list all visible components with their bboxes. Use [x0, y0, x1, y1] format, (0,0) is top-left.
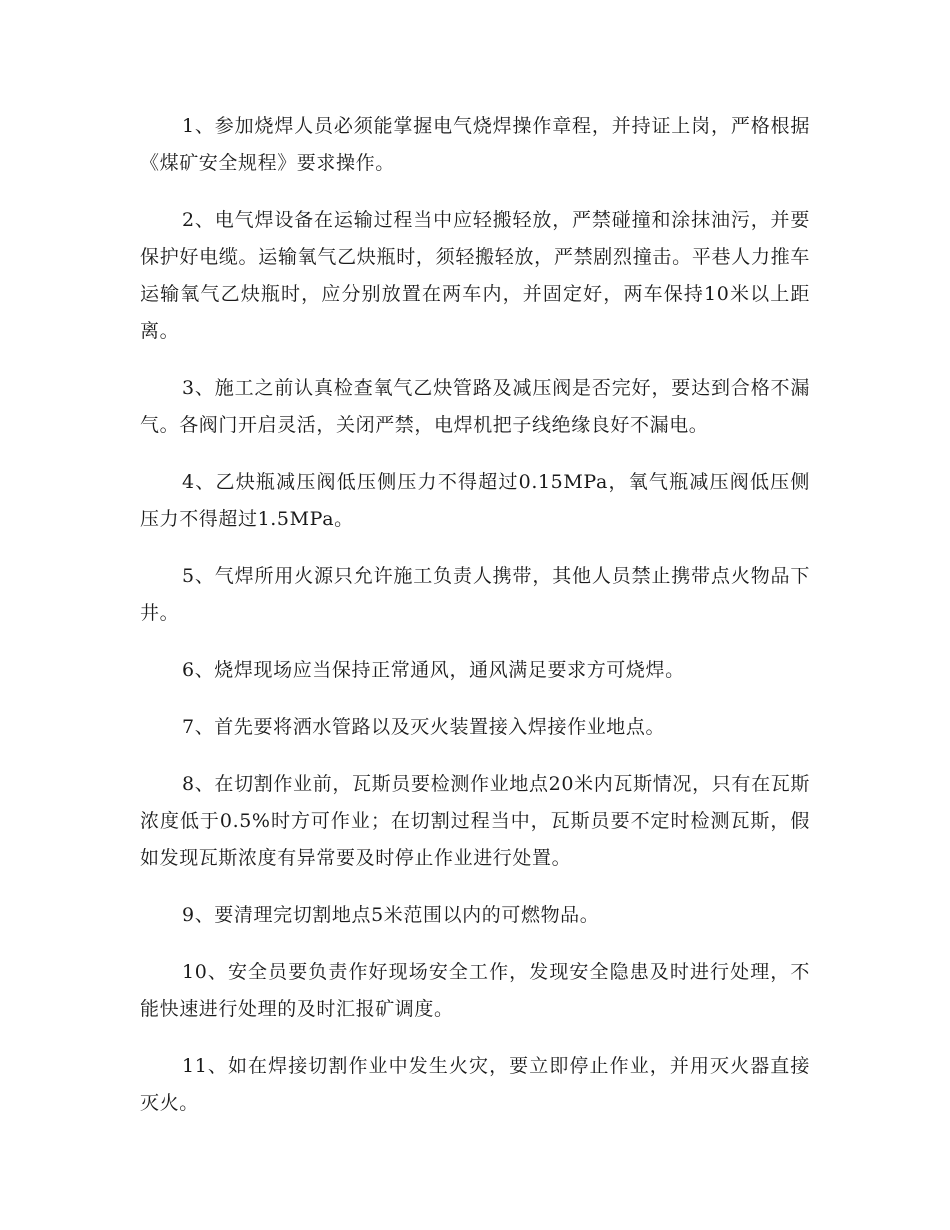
document-page: [140, 108, 810, 1142]
paragraph-7: 7、首先要将洒水管路以及灭火装置接入焊接作业地点。: [182, 716, 666, 738]
paragraph-9: 9、要清理完切割地点5米范围以内的可燃物品。: [182, 904, 600, 926]
paragraph-5: 5、气焊所用火源只允许施工负责人携带，其他人员禁止携带点火物品下井。: [140, 565, 810, 624]
paragraph-8: 8、在切割作业前，瓦斯员要检测作业地点20米内瓦斯情况，只有在瓦斯浓度低于0.5%时方可作业；在切割过程当中，瓦斯员要不定时检测瓦斯，假如发现瓦斯浓度有异常要及时停止作业进行处置。: [140, 773, 810, 869]
paragraph-2: 2、电气焊设备在运输过程当中应轻搬轻放，严禁碰撞和涂抹油污，并要保护好电缆。运输氧气乙炔瓶时，须轻搬轻放，严禁剧烈撞击。平巷人力推车运输氧气乙炔瓶时，应分别放置在两车内，并固定好，两车保持10米以上距离。: [140, 209, 810, 342]
paragraph-10: 10、安全员要负责作好现场安全工作，发现安全隐患及时进行处理，不能快速进行处理的及时汇报矿调度。: [140, 961, 810, 1020]
paragraph-1: 1、参加烧焊人员必须能掌握电气烧焊操作章程，并持证上岗，严格根据《煤矿安全规程》要求操作。: [140, 115, 810, 174]
paragraph-6: 6、烧焊现场应当保持正常通风，通风满足要求方可烧焊。: [182, 659, 685, 681]
paragraph-4: 4、乙炔瓶减压阀低压侧压力不得超过0.15MPa，氧气瓶减压阀低压侧压力不得超过1.5MPa。: [140, 471, 810, 530]
paragraph-3: 3、施工之前认真检查氧气乙炔管路及减压阀是否完好，要达到合格不漏气。各阀门开启灵活，关闭严禁，电焊机把子线绝缘良好不漏电。: [140, 377, 810, 436]
paragraph-11: 11、如在焊接切割作业中发生火灾，要立即停止作业，并用灭火器直接灭火。: [140, 1055, 810, 1114]
